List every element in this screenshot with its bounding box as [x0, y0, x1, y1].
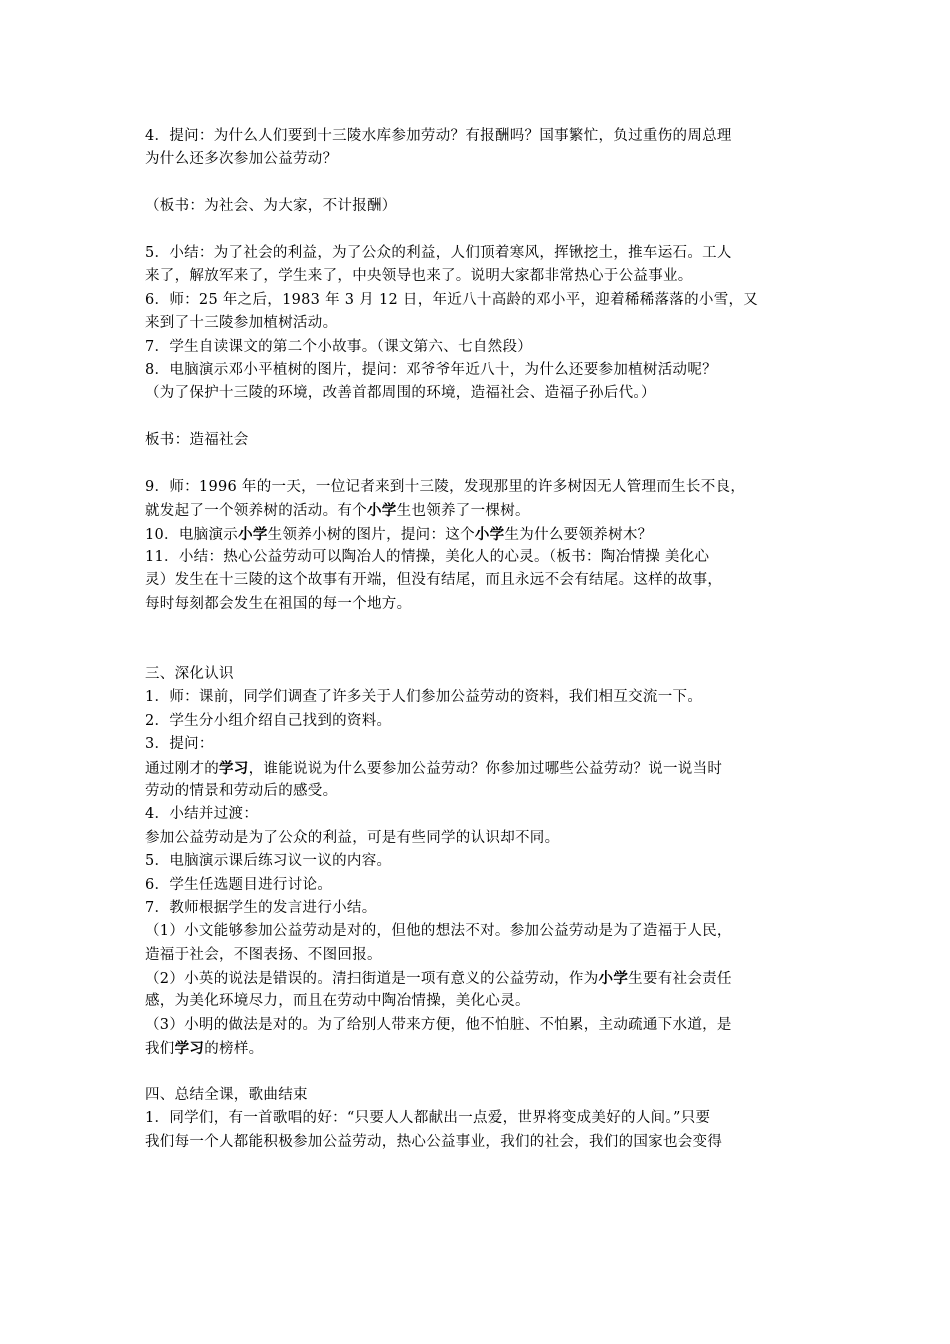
text-line — [145, 663, 810, 686]
text-segment: 4．提问：为什么人们要到十三陵水库参加劳动？有报酬吗？国事繁忙，负过重伤的周总理 — [145, 128, 732, 144]
bold-keyword: 小学 — [238, 525, 268, 543]
text-line — [145, 803, 810, 826]
text-line — [145, 710, 810, 733]
text-line — [145, 757, 810, 780]
bold-keyword: 学习 — [219, 759, 249, 777]
text-line — [145, 944, 810, 967]
bold-keyword: 小学 — [367, 502, 397, 520]
text-line — [145, 125, 810, 148]
text-segment: （板书：为社会、为大家，不计报酬） — [145, 198, 397, 215]
text-line — [145, 733, 810, 756]
text-segment: 生要有社会责任 — [628, 971, 732, 988]
text-line — [145, 148, 810, 171]
text-segment: 就发起了一个领养树的活动。有个 — [145, 503, 367, 520]
text-line — [145, 312, 810, 335]
text-segment: 生也领养了一棵树。 — [396, 503, 530, 520]
text-segment: 1．师：课前，同学们调查了许多关于人们参加公益劳动的资料，我们相互交流一下。 — [145, 689, 703, 706]
text-segment: 4．小结并过渡： — [145, 806, 259, 823]
text-segment: 7．学生自读课文的第二个小故事。（课文第六、七自然段） — [145, 338, 533, 355]
text-line — [145, 265, 810, 288]
text-line — [145, 1107, 810, 1130]
paragraph — [145, 1084, 810, 1154]
text-segment: 6．师：25 年之后，1983 年 3 月 12 日，年近八十高龄的邓小平，迎着稀稀落落的小雪，又 — [145, 291, 759, 308]
text-segment: 生为什么要领养树木？ — [504, 526, 653, 543]
text-segment: 三、深化认识 — [145, 666, 234, 682]
text-line — [145, 827, 810, 850]
paragraph — [145, 663, 810, 1061]
paragraph — [145, 429, 810, 452]
text-line — [145, 569, 810, 592]
text-segment: 每时每刻都会发生在祖国的每一个地方。 — [145, 595, 412, 612]
text-segment: （为了保护十三陵的环境，改善首都周围的环境，造福社会、造福子孙后代。） — [145, 385, 656, 402]
text-line — [145, 874, 810, 897]
bold-keyword: 小学 — [474, 525, 505, 543]
paragraph — [145, 195, 810, 218]
text-line — [145, 967, 810, 990]
text-line — [145, 686, 810, 709]
paragraph — [145, 476, 810, 616]
text-line — [145, 1131, 810, 1154]
text-line — [145, 990, 810, 1013]
paragraph-gap — [145, 452, 810, 475]
text-segment: 10．电脑演示 — [145, 526, 239, 543]
text-segment: 四、总结全课，歌曲结束 — [145, 1087, 308, 1104]
text-line — [145, 546, 810, 569]
text-segment: 6．学生任选题目进行讨论。 — [145, 876, 333, 893]
text-segment: 造福于社会，不图表扬、不图回报。 — [145, 946, 382, 963]
text-segment: 参加公益劳动是为了公众的利益，可是有些同学的认识却不同。 — [145, 829, 560, 846]
text-line — [145, 920, 810, 943]
paragraph — [145, 242, 810, 406]
text-segment: 1．同学们，有一首歌唱的好：“只要人人都献出一点爱，世界将变成美好的人间。”只要 — [145, 1110, 711, 1127]
text-line — [145, 336, 810, 359]
text-segment: 感，为美化环境尽力，而且在劳动中陶冶情操，美化心灵。 — [145, 993, 530, 1010]
paragraph — [145, 125, 810, 172]
document-body — [145, 125, 810, 1154]
paragraph-gap — [145, 219, 810, 242]
text-segment: 3．提问： — [145, 736, 214, 753]
paragraph-gap — [145, 406, 810, 429]
text-segment: 8．电脑演示邓小平植树的图片，提问：邓爷爷年近八十，为什么还要参加植树活动呢？ — [145, 361, 717, 378]
text-segment: 通过刚才的 — [145, 760, 219, 777]
text-segment: 2．学生分小组介绍自己找到的资料。 — [145, 712, 392, 729]
text-line — [145, 1037, 810, 1060]
text-line — [145, 499, 810, 522]
text-segment: 为什么还多次参加公益劳动？ — [145, 151, 338, 168]
text-line — [145, 780, 810, 803]
text-line — [145, 359, 810, 382]
text-line — [145, 476, 810, 499]
text-segment: ，谁能说说为什么要参加公益劳动？你参加过哪些公益劳动？说一说当时 — [248, 760, 723, 777]
text-segment: 生领养小树的图片，提问：这个 — [267, 526, 475, 543]
text-line — [145, 242, 810, 265]
text-line — [145, 1014, 810, 1037]
text-line — [145, 897, 810, 920]
text-line — [145, 382, 810, 405]
text-segment: 劳动的情景和劳动后的感受。 — [145, 782, 338, 799]
paragraph-gap — [145, 616, 810, 663]
text-line — [145, 429, 810, 452]
text-segment: 来了，解放军来了，学生来了，中央领导也来了。说明大家都非常热心于公益事业。 — [145, 268, 693, 285]
text-segment: 我们 — [145, 1041, 175, 1058]
text-line — [145, 195, 810, 218]
text-segment: （2）小英的说法是错误的。清扫街道是一项有意义的公益劳动，作为 — [145, 971, 599, 988]
text-line — [145, 289, 810, 312]
text-segment: （3）小明的做法是对的。为了给别人带来方便，他不怕脏、不怕累，主动疏通下水道，是 — [145, 1016, 732, 1033]
text-line — [145, 523, 810, 546]
text-segment: 我们每一个人都能积极参加公益劳动，热心公益事业，我们的社会，我们的国家也会变得 — [145, 1133, 723, 1150]
text-segment: 板书：造福社会 — [145, 432, 249, 449]
text-segment: （1）小文能够参加公益劳动是对的，但他的想法不对。参加公益劳动是为了造福于人民， — [145, 923, 732, 940]
text-line — [145, 850, 810, 873]
text-segment: 灵）发生在十三陵的这个故事有开端，但没有结尾，而且永远不会有结尾。这样的故事， — [145, 572, 723, 589]
text-segment: 5．小结：为了社会的利益，为了公众的利益，人们顶着寒风，挥锹挖土，推车运石。工人 — [145, 244, 732, 261]
bold-keyword: 小学 — [598, 970, 629, 988]
paragraph-gap — [145, 1061, 810, 1084]
text-segment: 9．师：1996 年的一天，一位记者来到十三陵，发现那里的许多树因无人管理而生长不良， — [145, 478, 746, 495]
text-segment: 7．教师根据学生的发言进行小结。 — [145, 899, 377, 916]
text-segment: 来到了十三陵参加植树活动。 — [145, 315, 338, 332]
text-segment: 5．电脑演示课后练习议一议的内容。 — [145, 853, 392, 870]
paragraph-gap — [145, 172, 810, 195]
text-line — [145, 1084, 810, 1107]
text-segment: 的榜样。 — [204, 1041, 264, 1058]
text-line — [145, 593, 810, 616]
bold-keyword: 学习 — [174, 1040, 205, 1058]
text-segment: 11．小结：热心公益劳动可以陶冶人的情操，美化人的心灵。（板书：陶冶情操 美化心 — [145, 549, 710, 566]
